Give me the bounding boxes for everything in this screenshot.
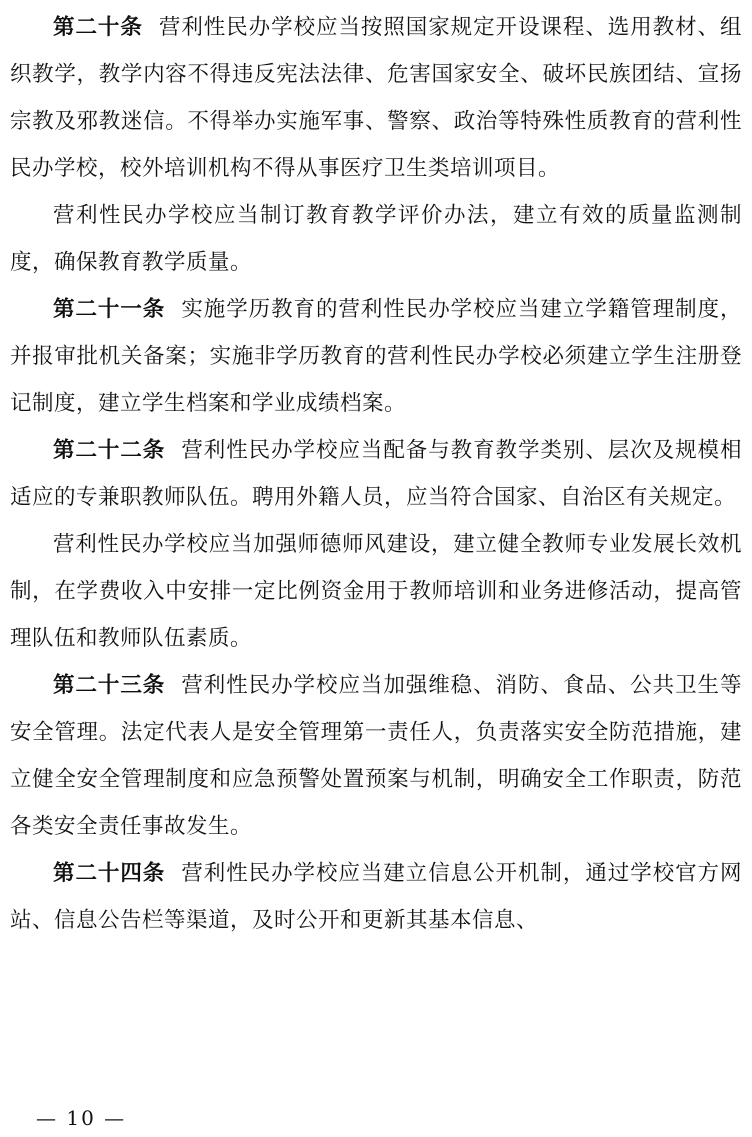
article-heading: 第二十一条 bbox=[53, 297, 166, 322]
article-heading: 第二十二条 bbox=[53, 438, 166, 463]
article-text: 营利性民办学校应当按照国家规定开设课程、选用教材、组织教学，教学内容不得违反宪法法律、危害国家安全、破坏民族团结、宣扬宗教及邪教迷信。不得举办实施军事、警察、政治等特殊性质教育的营利性民办学校，校外培训机构不得从事医疗卫生类培训项目。 bbox=[10, 15, 742, 181]
article-20-paragraph-2 bbox=[10, 192, 742, 286]
article-text: 营利性民办学校应当制订教育教学评价办法，建立有效的质量监测制度，确保教育教学质量。 bbox=[10, 203, 742, 275]
article-24 bbox=[10, 850, 742, 944]
article-text: 营利性民办学校应当配备与教育教学类别、层次及规模相适应的专兼职教师队伍。聘用外籍人员，应当符合国家、自治区有关规定。 bbox=[10, 438, 742, 510]
article-21 bbox=[10, 286, 742, 427]
article-text: 营利性民办学校应当加强维稳、消防、食品、公共卫生等安全管理。法定代表人是安全管理第一责任人，负责落实安全防范措施，建立健全安全管理制度和应急预警处置预案与机制，明确安全工作职责，防范各类安全责任事故发生。 bbox=[10, 673, 742, 839]
article-heading: 第二十条 bbox=[53, 15, 143, 40]
article-text: 营利性民办学校应当建立信息公开机制，通过学校官方网站、信息公告栏等渠道，及时公开和更新其基本信息、 bbox=[10, 861, 742, 933]
article-20 bbox=[10, 4, 742, 192]
document-body bbox=[10, 4, 742, 944]
article-heading: 第二十四条 bbox=[53, 861, 166, 886]
article-text: 实施学历教育的营利性民办学校应当建立学籍管理制度，并报审批机关备案；实施非学历教育的营利性民办学校必须建立学生注册登记制度，建立学生档案和学业成绩档案。 bbox=[10, 297, 742, 416]
article-text: 营利性民办学校应当加强师德师风建设，建立健全教师专业发展长效机制，在学费收入中安排一定比例资金用于教师培训和业务进修活动，提高管理队伍和教师队伍素质。 bbox=[10, 532, 742, 651]
article-22-paragraph-2 bbox=[10, 521, 742, 662]
article-23 bbox=[10, 662, 742, 850]
article-22 bbox=[10, 427, 742, 521]
article-heading: 第二十三条 bbox=[53, 673, 166, 698]
page-number: — 10 — bbox=[36, 1106, 127, 1130]
